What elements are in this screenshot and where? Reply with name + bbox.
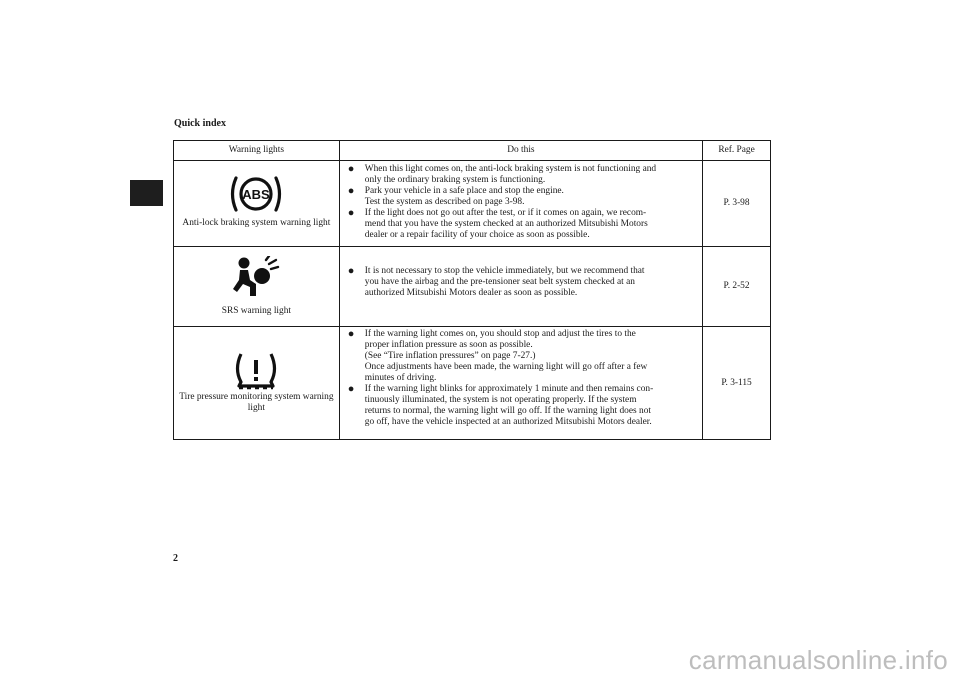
watermark: carmanualsonline.info <box>688 645 948 675</box>
list-item: ● If the warning light comes on, you should stop and adjust the tires to the proper inflation pressure as soon as possible. (See “Tire inflation pressures” on page 7-27.) Once adjustments have been made, the warning light will go off after a few minutes of driving. <box>347 328 648 383</box>
header-warning-lights: Warning lights <box>174 141 340 161</box>
tire-pressure-icon <box>233 351 279 391</box>
bullet-icon: ● <box>347 383 355 395</box>
srs-airbag-icon <box>232 256 280 300</box>
list-item: ● When this light comes on, the anti-lock braking system is not functioning and only the ordinary braking system is functioning. <box>347 163 657 185</box>
ref-page-cell: P. 3-98 <box>703 161 771 247</box>
quick-index-table <box>173 140 771 440</box>
bullet-icon: ● <box>347 328 355 340</box>
header-ref-page: Ref. Page <box>703 141 771 161</box>
warning-light-label: Tire pressure monitoring system warning light <box>179 392 334 413</box>
list-item: ● If the light does not go out after the test, or if it comes on again, we recom- mend that you have the system checked at an authorized Mitsubishi Motors dealer or a repair facility of your choice as soon as possible. <box>347 207 648 240</box>
abs-warning-icon <box>227 174 285 214</box>
table-row <box>174 247 771 327</box>
ref-page-cell: P. 2-52 <box>703 247 771 327</box>
chapter-tab <box>130 180 163 206</box>
bullet-icon: ● <box>347 185 355 197</box>
list-item: ● If the warning light blinks for approximately 1 minute and then remains con- tinuously illuminated, the system is not operating properly. If the system returns to normal, the warning light will go off. If the warning light does not go off, have the vehicle inspected at an authorized Mitsubishi Motors dealer. <box>347 383 654 427</box>
warning-light-cell <box>174 327 340 440</box>
page-number: 2 <box>173 553 178 564</box>
warning-light-cell <box>174 161 340 247</box>
bullet-icon: ● <box>347 207 355 219</box>
bullet-icon: ● <box>347 163 355 175</box>
table-row <box>174 161 771 247</box>
warning-light-label: Anti-lock braking system warning light <box>182 218 331 228</box>
table-header-row <box>174 141 771 161</box>
section-title: Quick index <box>174 118 226 129</box>
list-item: ● Park your vehicle in a safe place and stop the engine. Test the system as described on page 3-98. <box>347 185 564 207</box>
table-row <box>174 327 771 440</box>
warning-light-cell <box>174 247 340 327</box>
svg-text:ABS: ABS <box>242 187 271 202</box>
ref-page-cell: P. 3-115 <box>703 327 771 440</box>
list-item: ● It is not necessary to stop the vehicle immediately, but we recommend that you have the airbag and the pre-tensioner seat belt system checked at an authorized Mitsubishi Motors dealer as soon as possible. <box>347 265 645 298</box>
warning-light-label: SRS warning light <box>221 306 292 316</box>
header-do-this: Do this <box>339 141 702 161</box>
action-cell <box>339 161 702 247</box>
action-cell <box>339 327 702 440</box>
bullet-icon: ● <box>347 265 355 277</box>
action-cell <box>339 247 702 327</box>
